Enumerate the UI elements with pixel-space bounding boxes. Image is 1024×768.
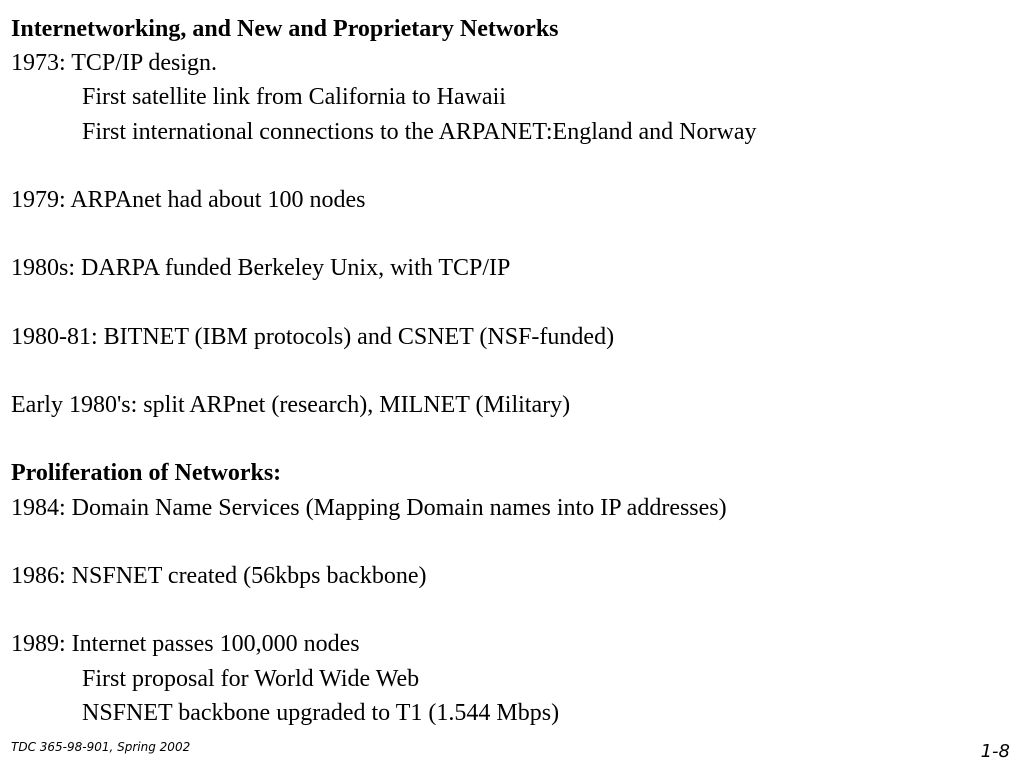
text-line: 1986: NSFNET created (56kbps backbone): [11, 563, 427, 589]
text-line-indented: First international connections to the ARPANET:England and Norway: [82, 118, 757, 145]
blank-line: [11, 422, 1011, 456]
text-line-indented: NSFNET backbone upgraded to T1 (1.544 Mbps): [82, 699, 560, 726]
footer-course-label: TDC 365-98-901, Spring 2002: [11, 740, 191, 754]
blank-line: [11, 149, 1011, 183]
text-line-indented: First proposal for World Wide Web: [82, 665, 420, 692]
blank-line: [11, 217, 1011, 251]
slide-heading: Internetworking, and New and Proprietary Networks: [11, 16, 559, 42]
text-line: 1980s: DARPA funded Berkeley Unix, with TCP/IP: [11, 255, 511, 282]
slide-content: [11, 12, 1011, 730]
text-line: 1979: ARPAnet had about 100 nodes: [11, 186, 366, 213]
text-line: 1980-81: BITNET (IBM protocols) and CSNET (NSF-funded): [11, 323, 615, 350]
section-heading: Proliferation of Networks:: [11, 460, 282, 487]
text-line: 1973: TCP/IP design.: [11, 50, 218, 77]
text-line: 1989: Internet passes 100,000 nodes: [11, 631, 360, 658]
text-line: 1984: Domain Name Services (Mapping Domain names into IP addresses): [11, 494, 727, 521]
blank-line: [11, 354, 1011, 388]
text-line: Early 1980's: split ARPnet (research), MILNET (Military): [11, 392, 571, 419]
footer-page-number: 1-8: [980, 741, 1010, 762]
text-line-indented: First satellite link from California to Hawaii: [82, 84, 506, 111]
blank-line: [11, 286, 1011, 320]
blank-line: [11, 525, 1011, 559]
blank-line: [11, 593, 1011, 627]
